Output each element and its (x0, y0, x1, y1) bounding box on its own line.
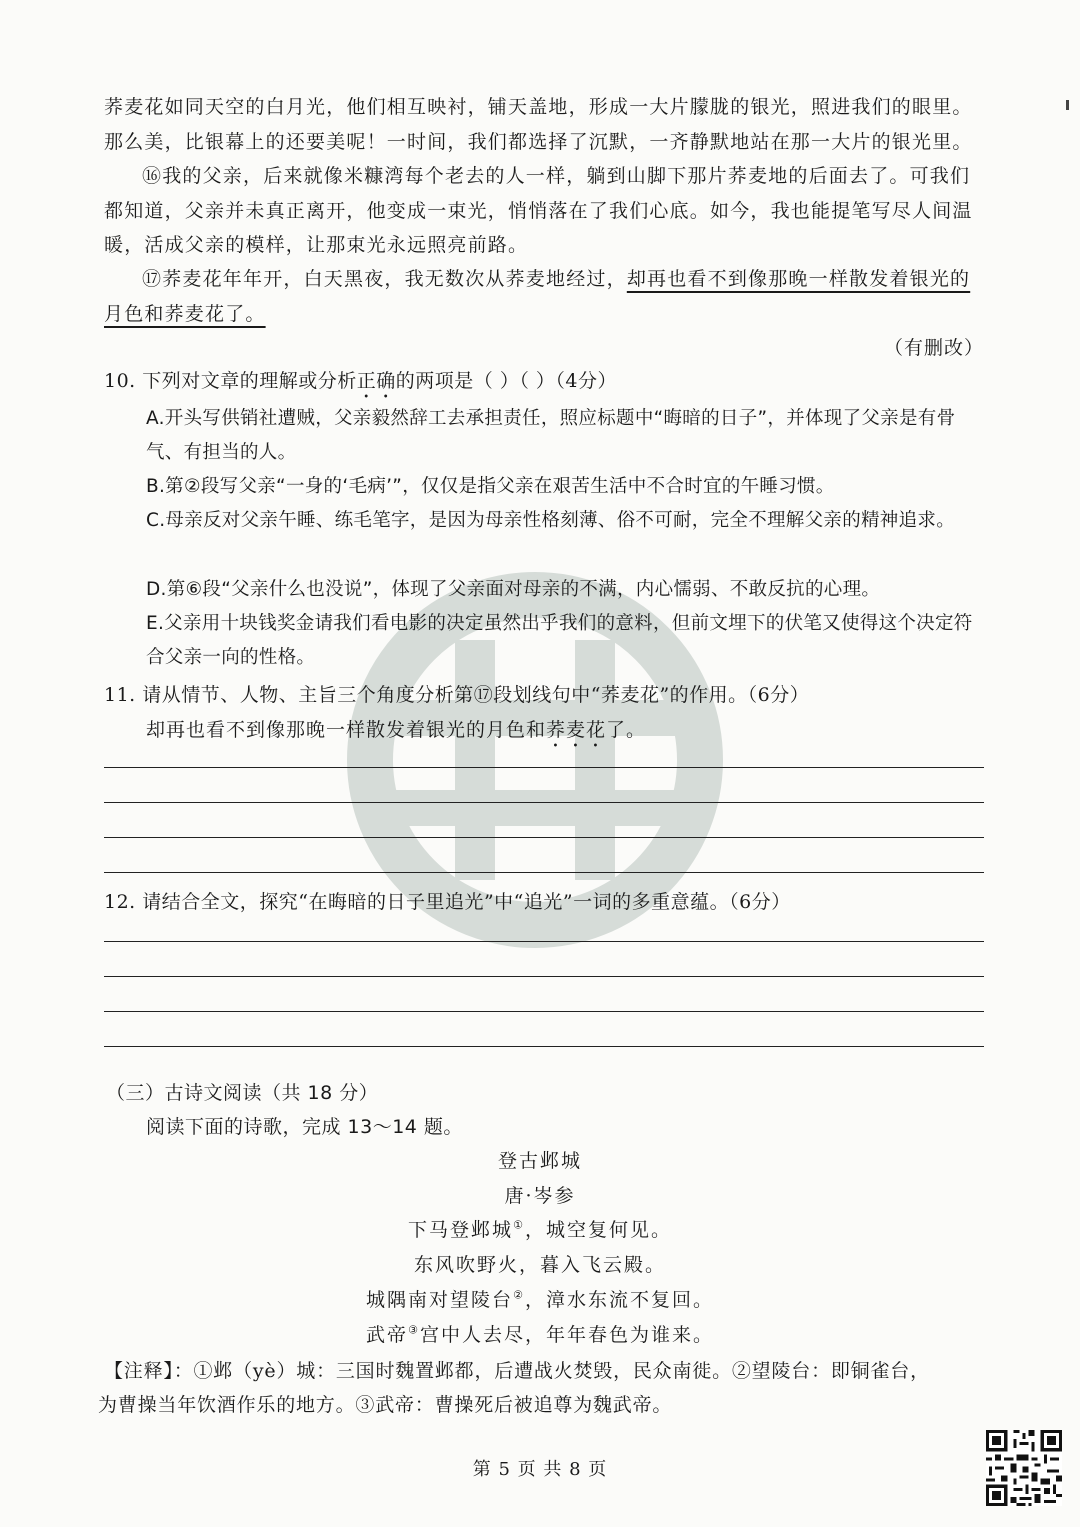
passage-paragraph-16: ⑯我的父亲，后来就像米糠湾每个老去的人一样，躺到山脚下那片荞麦地的后面去了。可我们都知道，父亲并未真正离开，他变成一束光，悄悄落在了我们心底。如今，我也能提笔写尽人间温暖，活成父亲的模样，让那束光永远照亮前路。 (104, 165, 973, 256)
answer-line[interactable] (104, 837, 984, 838)
section-3-heading: （三）古诗文阅读（共 18 分） (106, 1082, 379, 1104)
option-c: C.母亲反对父亲午睡、练毛笔字，是因为母亲性格刻薄、俗不可耐，完全不理解父亲的精神追求。 (146, 510, 956, 531)
answer-line[interactable] (104, 976, 984, 977)
answer-line[interactable] (104, 767, 984, 768)
emphasis-correct: 正确 (356, 370, 396, 392)
answer-line[interactable] (104, 941, 984, 942)
annotation-line-2: 为曹操当年饮酒作乐的地方。③武帝：曹操死后被追尊为魏武帝。 (98, 1394, 673, 1416)
option-b: B.第②段写父亲“一身的‘毛病’”，仅仅是指父亲在艰苦生活中不合时宜的午睡习惯。 (146, 476, 835, 497)
poem-line-3: 城隅南对望陵台②，漳水东流不复回。 (366, 1288, 714, 1311)
poem-title: 登古邺城 (497, 1150, 582, 1172)
paragraph-17-text: ⑰荞麦花年年开，白天黑夜，我无数次从荞麦地经过， (142, 268, 627, 290)
question-12-stem: 12. 请结合全文，探究“在晦暗的日子里追光”中“追光”一词的多重意蕴。（6分） (104, 891, 791, 913)
answer-line[interactable] (104, 872, 984, 873)
underlined-sentence: 却再也看不到像那晚一样散发着银光的月色和荞麦花了。 (104, 268, 971, 325)
answer-line[interactable] (104, 802, 984, 803)
qr-code-icon (986, 1430, 1062, 1506)
scan-edge-mark (1066, 100, 1069, 110)
answer-line[interactable] (104, 1011, 984, 1012)
annotation-line-1: 【注释】：①邺（yè）城：三国时魏置邺都，后遭战火焚毁，民众南徙。②望陵台：即铜雀台， (104, 1360, 930, 1382)
poem-author: 唐·岑参 (504, 1185, 576, 1207)
question-10-stem: 10. 下列对文章的理解或分析正确的两项是（ ）（ ）（4分） (104, 370, 617, 392)
passage-paragraph-cont: 荞麦花如同天空的白月光，他们相互映衬，铺天盖地，形成一大片朦胧的银光，照进我们的眼里。那么美，比银幕上的还要美呢！一时间，我们都选择了沉默，一齐静默地站在那一大片的银光里。 (104, 96, 973, 153)
poem-line-4: 武帝③宫中人去尽，年年春色为谁来。 (366, 1323, 714, 1346)
option-d: D.第⑥段“父亲什么也没说”，体现了父亲面对母亲的不满，内心懦弱、不敢反抗的心理。 (146, 579, 881, 600)
page-number: 第 5 页 共 8 页 (472, 1459, 608, 1480)
option-a: A.开头写供销社遭贼，父亲毅然辞工去承担责任，照应标题中“晦暗的日子”，并体现了父亲是有骨气、有担当的人。 (146, 408, 956, 463)
passage-paragraph-17 (104, 262, 974, 331)
answer-line[interactable] (104, 1046, 984, 1047)
edit-note: （有删改） (884, 337, 985, 359)
poem-line-1: 下马登邺城①，城空复何见。 (408, 1218, 672, 1241)
section-3-instruction: 阅读下面的诗歌，完成 13～14 题。 (146, 1116, 463, 1138)
question-11-stem: 11. 请从情节、人物、主旨三个角度分析第⑰段划线句中“荞麦花”的作用。（6分） (104, 684, 810, 706)
poem-line-2: 东风吹野火，暮入飞云殿。 (413, 1254, 666, 1276)
option-e: E.父亲用十块钱奖金请我们看电影的决定虽然出乎我们的意料，但前文埋下的伏笔又使得这个决定符合父亲一向的性格。 (146, 613, 973, 668)
question-11-quote: 却再也看不到像那晚一样散发着银光的月色和荞麦花了。 (146, 719, 647, 741)
emphasis-buckwheat: 荞麦花 (546, 719, 607, 741)
